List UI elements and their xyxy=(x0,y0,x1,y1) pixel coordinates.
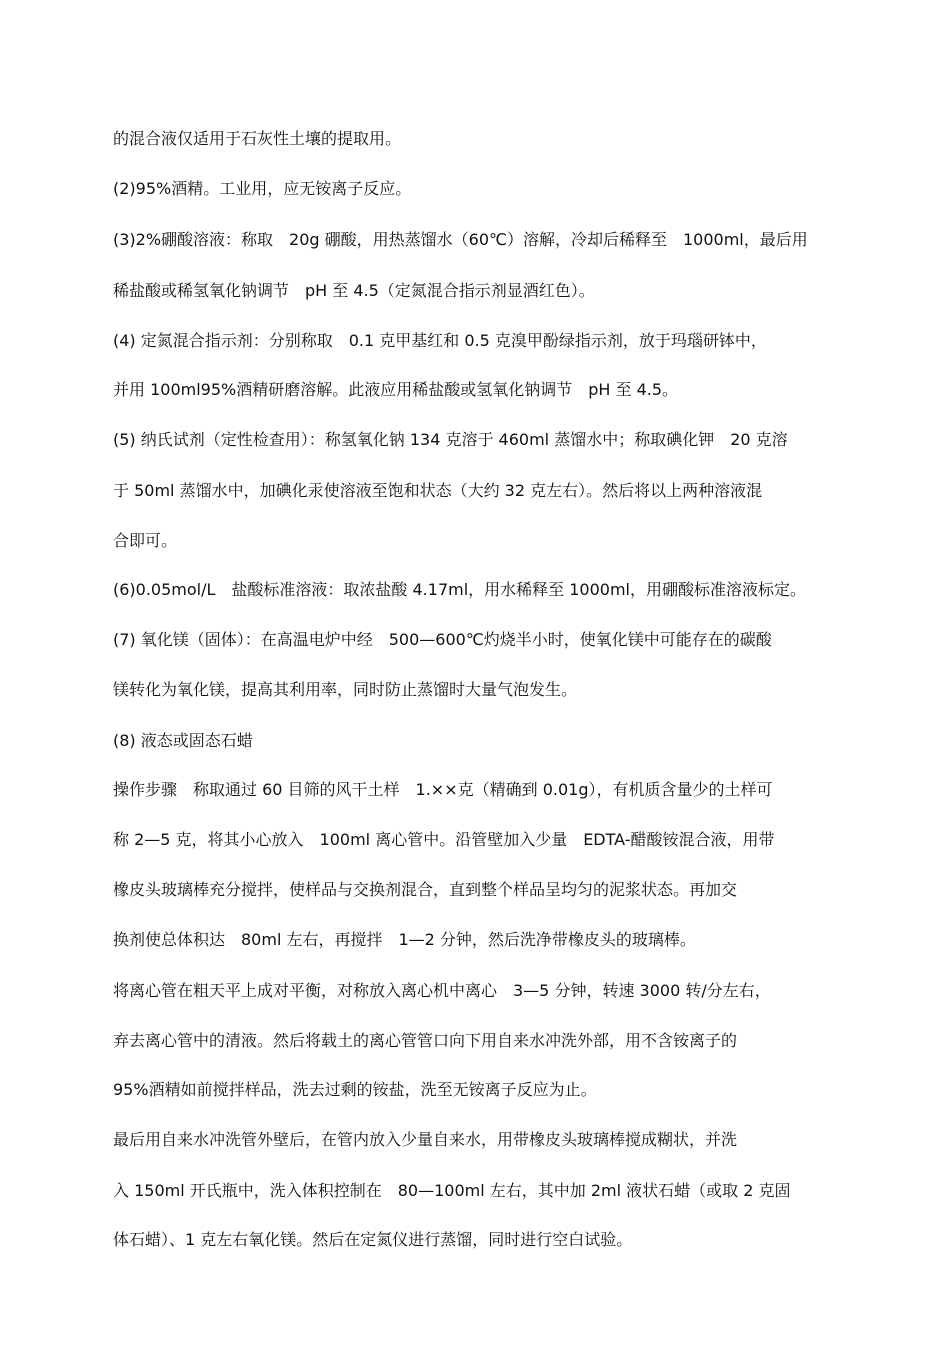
text-line: 称 2—5 克，将其小心放入 100ml 离心管中。沿管壁加入少量 EDTA-醋酸铵混合液，用带 xyxy=(113,830,775,849)
text-line: 入 150ml 开氏瓶中，洗入体积控制在 80—100ml 左右，其中加 2ml 液状石蜡（或取 2 克固 xyxy=(113,1181,791,1200)
text-line: (3)2%硼酸溶液：称取 20g 硼酸，用热蒸馏水（60℃）溶解，冷却后稀释至 1000ml，最后用 xyxy=(113,230,808,249)
text-line: 95%酒精如前搅拌样品，洗去过剩的铵盐，洗至无铵离子反应为止。 xyxy=(113,1080,597,1099)
text-line: 合即可。 xyxy=(113,531,178,550)
text-line: 最后用自来水冲洗管外壁后，在管内放入少量自来水，用带橡皮头玻璃棒搅成糊状，并洗 xyxy=(113,1130,738,1149)
text-line: (7) 氧化镁（固体）：在高温电炉中经 500—600℃灼烧半小时，使氧化镁中可能存在的碳酸 xyxy=(113,630,772,649)
text-line: 于 50ml 蒸馏水中，加碘化汞使溶液至饱和状态（大约 32 克左右）。然后将以上两种溶液混 xyxy=(113,481,763,500)
text-line: 将离心管在粗天平上成对平衡，对称放入离心机中离心 3—5 分钟，转速 3000 转/分左右， xyxy=(113,981,771,1000)
text-line: 换剂使总体积达 80ml 左右，再搅拌 1—2 分钟，然后洗净带橡皮头的玻璃棒。 xyxy=(113,930,696,949)
text-line: (2)95%酒精。工业用，应无铵离子反应。 xyxy=(113,179,412,198)
text-line: 稀盐酸或稀氢氧化钠调节 pH 至 4.5（定氮混合指示剂显酒红色）。 xyxy=(113,281,595,300)
text-line: 橡皮头玻璃棒充分搅拌，使样品与交换剂混合，直到整个样品呈均匀的泥浆状态。再加交 xyxy=(113,880,738,899)
text-line: 的混合液仅适用于石灰性土壤的提取用。 xyxy=(113,129,402,148)
text-line: 镁转化为氧化镁，提高其利用率，同时防止蒸馏时大量气泡发生。 xyxy=(113,680,578,699)
text-line: 体石蜡）、1 克左右氧化镁。然后在定氮仪进行蒸馏，同时进行空白试验。 xyxy=(113,1230,633,1249)
text-line: 并用 100ml95%酒精研磨溶解。此液应用稀盐酸或氢氧化钠调节 pH 至 4.5。 xyxy=(113,380,679,399)
text-line: (4) 定氮混合指示剂：分别称取 0.1 克甲基红和 0.5 克溴甲酚绿指示剂，放于玛瑙研钵中， xyxy=(113,331,767,350)
text-line: (5) 纳氏试剂（定性检查用）：称氢氧化钠 134 克溶于 460ml 蒸馏水中；称取碘化钾 20 克溶 xyxy=(113,430,788,449)
text-line: 弃去离心管中的清液。然后将载土的离心管管口向下用自来水冲洗外部，用不含铵离子的 xyxy=(113,1031,738,1050)
text-line: 操作步骤 称取通过 60 目筛的风干土样 1.××克（精确到 0.01g），有机质含量少的土样可 xyxy=(113,780,773,799)
text-line: (6)0.05mol/L 盐酸标准溶液：取浓盐酸 4.17ml，用水稀释至 1000ml，用硼酸标准溶液标定。 xyxy=(113,580,806,599)
text-line: (8) 液态或固态石蜡 xyxy=(113,731,253,750)
